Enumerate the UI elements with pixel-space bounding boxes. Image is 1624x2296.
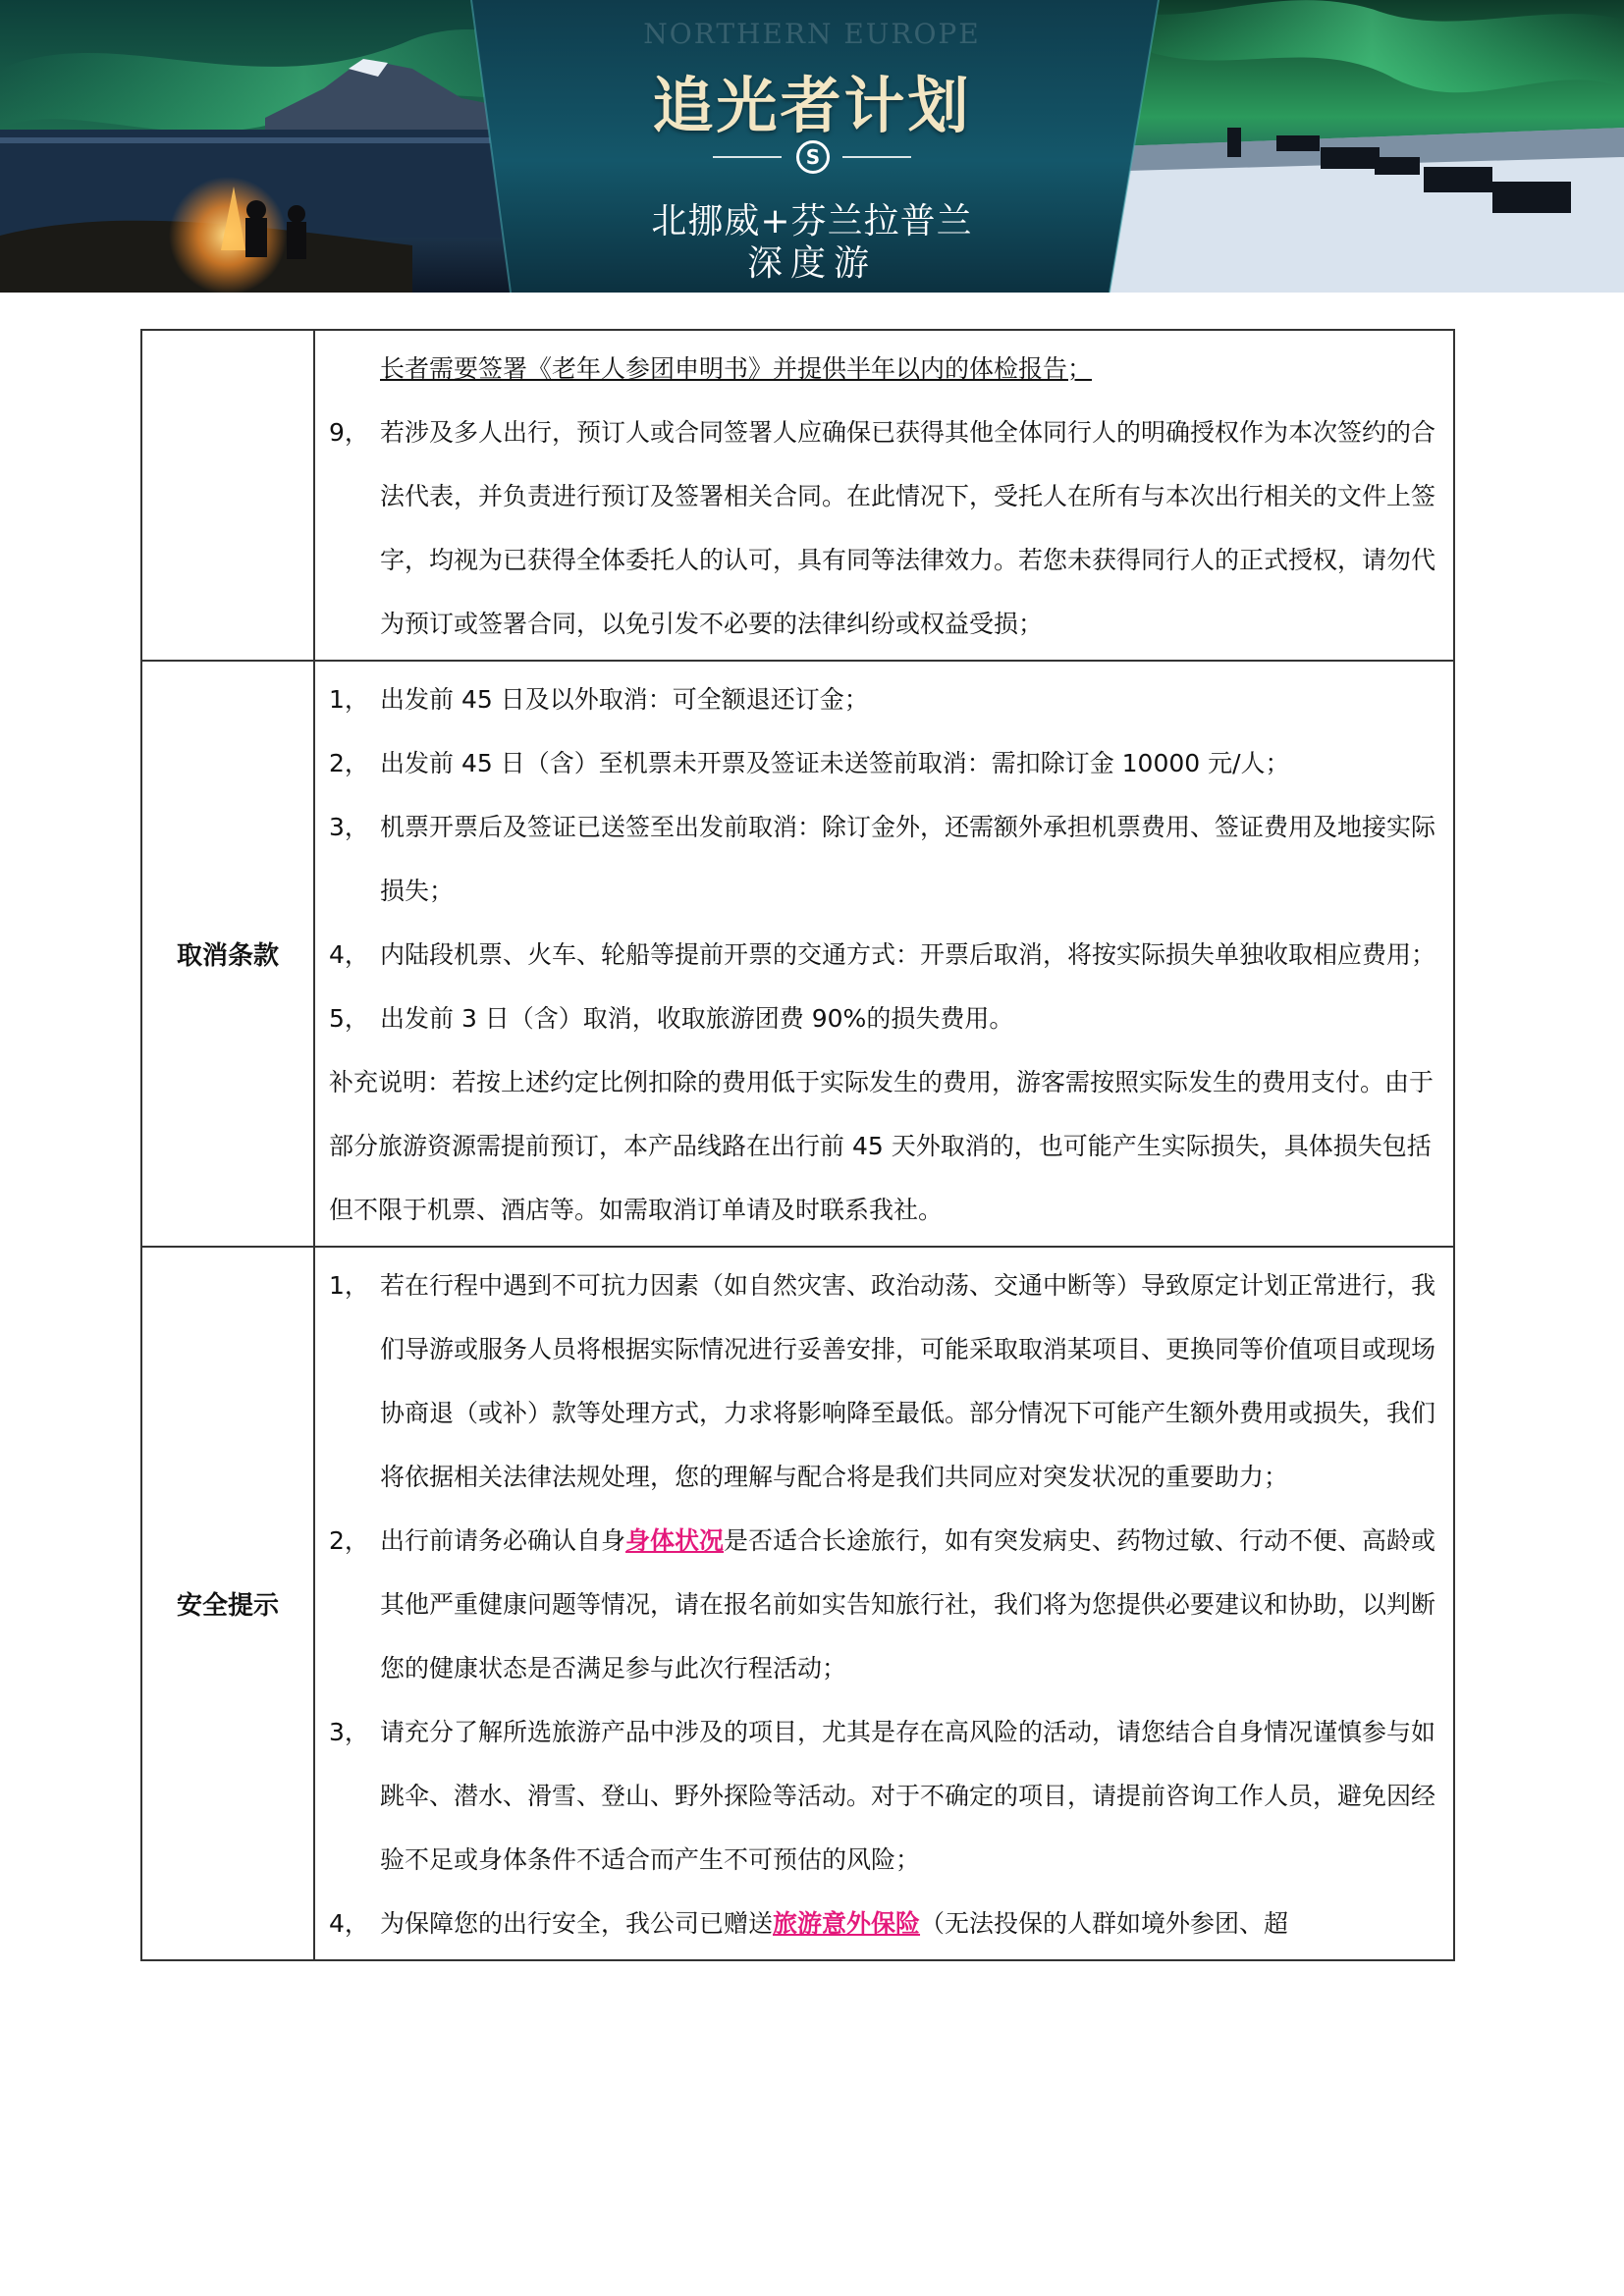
row-label — [141, 330, 314, 661]
item-text-post: 是否适合长途旅行，如有突发病史、药物过敏、行动不便、高龄或其他严重健康问题等情况，请在报名前如实告知旅行社，我们将为您提供必要建议和协助，以判断您的健康状态是否满足参与此次行程活动； — [380, 1526, 1436, 1682]
list-item — [329, 731, 1439, 795]
list-item — [329, 667, 1439, 731]
list-item — [329, 1254, 1439, 1509]
list-item — [329, 337, 1439, 400]
item-number: 3， — [329, 1718, 369, 1746]
item-number: 4， — [329, 940, 369, 969]
table-row — [141, 1247, 1454, 1960]
list-item — [329, 795, 1439, 923]
list-item — [329, 987, 1439, 1050]
company-logo-icon: S — [796, 140, 830, 174]
item-number: 1， — [329, 685, 369, 714]
row-content — [314, 661, 1454, 1247]
banner-subtitle-tour: 深度游 — [746, 243, 877, 284]
row-label-cancellation: 取消条款 — [141, 661, 314, 1247]
supplementary-note: 补充说明：若按上述约定比例扣除的费用低于实际发生的费用，游客需按照实际发生的费用支付。由于部分旅游资源需提前预订，本产品线路在出行前 45 天外取消的，也可能产生实际损失，具体损失包括但不限于机票、酒店等。如需取消订单请及时联系我社。 — [329, 1068, 1435, 1224]
banner-watermark: NORTHERN EUROPE — [643, 18, 981, 50]
item-number: 5， — [329, 1004, 369, 1033]
header-banner — [0, 0, 1624, 293]
table-row — [141, 661, 1454, 1247]
item-number: 3， — [329, 813, 369, 841]
item-text-pre: 出行前请务必确认自身 — [380, 1526, 626, 1555]
item-text: 请充分了解所选旅游产品中涉及的项目，尤其是存在高风险的活动，请您结合自身情况谨慎参与如跳伞、潜水、滑雪、登山、野外探险等活动。对于不确定的项目，请提前咨询工作人员，避免因经验不足或身体条件不适合而产生不可预估的风险； — [380, 1718, 1436, 1874]
list-item — [329, 1509, 1439, 1700]
highlight-health-condition: 身体状况 — [625, 1526, 725, 1555]
list-item — [329, 923, 1439, 987]
item-text: 出发前 45 日（含）至机票未开票及签证未送签前取消：需扣除订金 10000 元/人； — [380, 749, 1290, 777]
row-content — [314, 1247, 1454, 1960]
terms-table — [140, 329, 1455, 1961]
item-text: 若涉及多人出行，预订人或合同签署人应确保已获得其他全体同行人的明确授权作为本次签约的合法代表，并负责进行预订及签署相关合同。在此情况下，受托人在所有与本次出行相关的文件上签字，均视为已获得全体委托人的认可，具有同等法律效力。若您未获得同行人的正式授权，请勿代为预订或签署合同，以免引发不必要的法律纠纷或权益受损； — [380, 418, 1436, 638]
list-item — [329, 400, 1439, 656]
banner-title: 追光者计划 — [652, 70, 972, 141]
item-text: 出发前 3 日（含）取消，收取旅游团费 90%的损失费用。 — [380, 1004, 1014, 1033]
list-item — [329, 1892, 1439, 1955]
highlight-travel-insurance: 旅游意外保险 — [773, 1909, 921, 1938]
item-text-post: （无法投保的人群如境外参团、超 — [920, 1909, 1289, 1938]
list-item — [329, 1700, 1439, 1892]
banner-subtitle: 北挪威+芬兰拉普兰 — [651, 201, 973, 241]
item-text: 长者需要签署《老年人参团申明书》并提供半年以内的体检报告； — [380, 354, 1093, 383]
item-text-pre: 为保障您的出行安全，我公司已赠送 — [380, 1909, 774, 1938]
item-number: 4， — [329, 1909, 369, 1938]
item-text: 内陆段机票、火车、轮船等提前开票的交通方式：开票后取消，将按实际损失单独收取相应费用； — [380, 940, 1436, 969]
item-text: 机票开票后及签证已送签至出发前取消：除订金外，还需额外承担机票费用、签证费用及地接实际损失； — [380, 813, 1436, 905]
item-number: 2， — [329, 1526, 369, 1555]
logo-divider-left — [713, 156, 782, 158]
item-number: 1， — [329, 1271, 369, 1300]
item-number: 9， — [329, 418, 369, 447]
item-text: 若在行程中遇到不可抗力因素（如自然灾害、政治动荡、交通中断等）导致原定计划正常进行，我们导游或服务人员将根据实际情况进行妥善安排，可能采取取消某项目、更换同等价值项目或现场协商退（或补）款等处理方式，力求将影响降至最低。部分情况下可能产生额外费用或损失，我们将依据相关法律法规处理，您的理解与配合将是我们共同应对突发状况的重要助力； — [380, 1271, 1436, 1491]
row-label-safety: 安全提示 — [141, 1247, 314, 1960]
item-number: 2， — [329, 749, 369, 777]
row-content — [314, 330, 1454, 661]
item-text: 出发前 45 日及以外取消：可全额退还订金； — [380, 685, 869, 714]
logo-divider-right — [842, 156, 911, 158]
table-row — [141, 330, 1454, 661]
